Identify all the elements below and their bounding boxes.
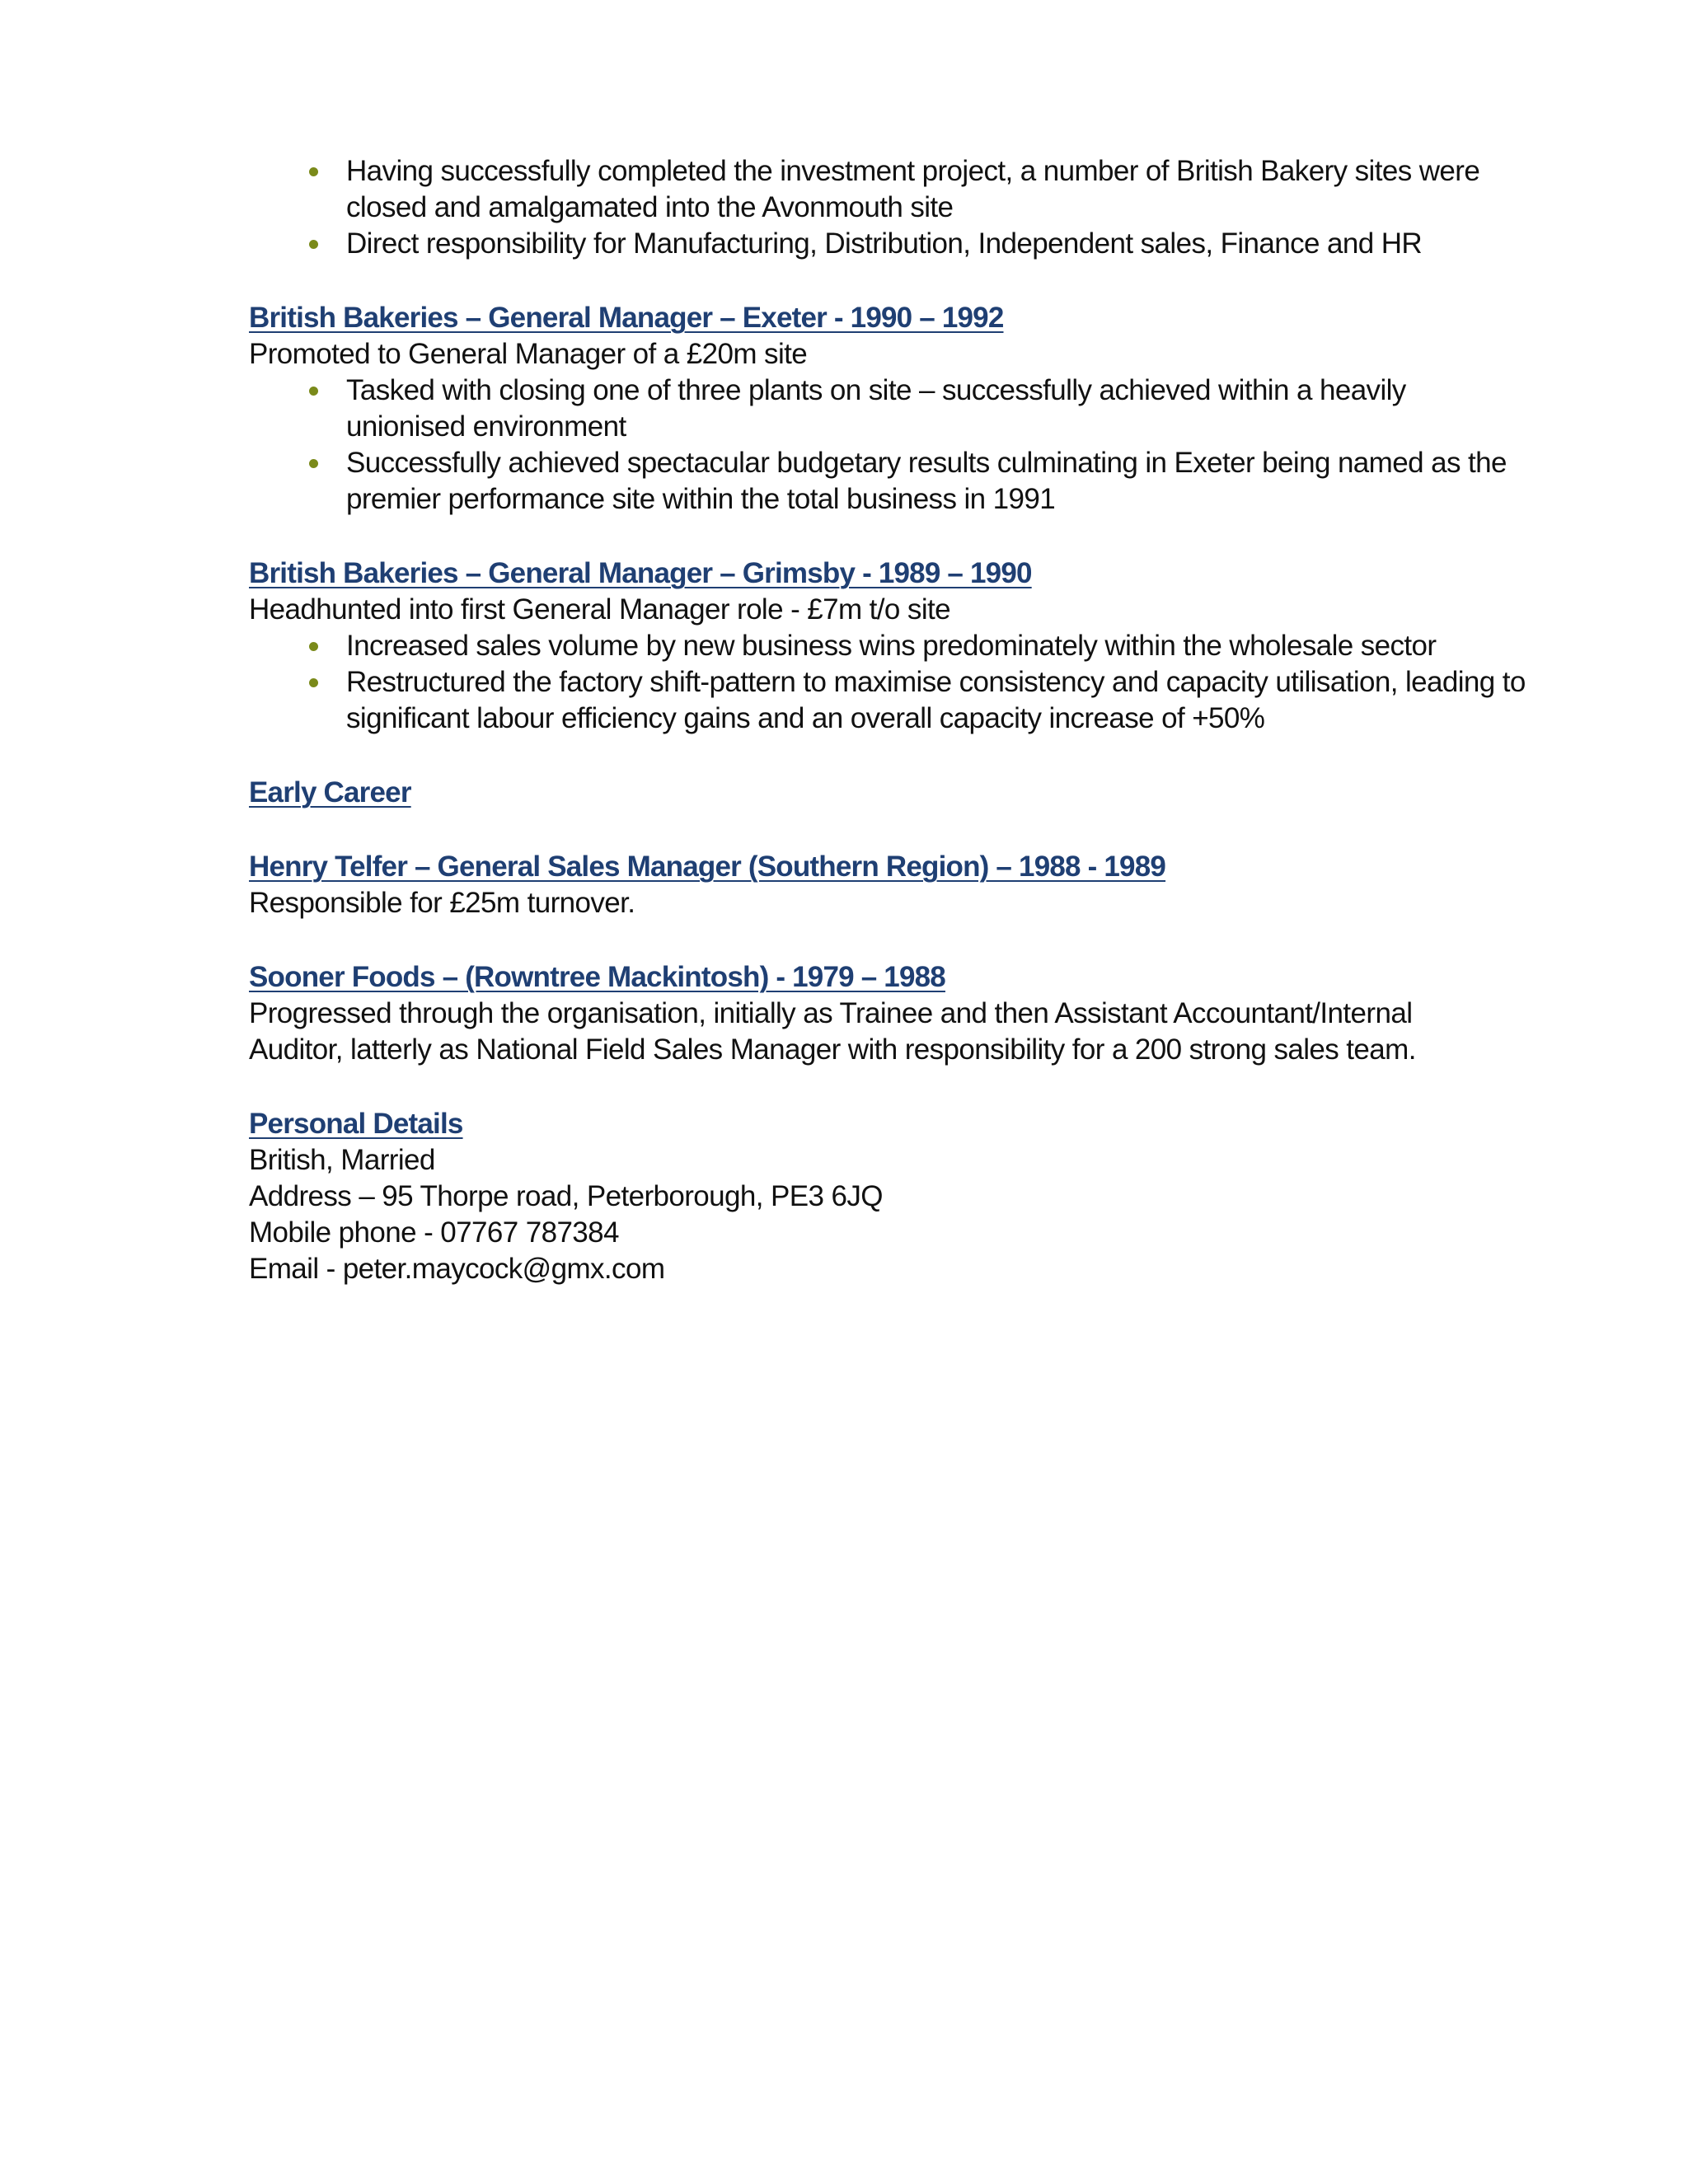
intro-bullet-list bbox=[249, 153, 1485, 262]
bullet-icon bbox=[309, 167, 318, 176]
personal-address: Address – 95 Thorpe road, Peterborough, PE3 6JQ bbox=[249, 1180, 883, 1212]
list-item bbox=[249, 628, 1485, 664]
bullet-text: Direct responsibility for Manufacturing, Distribution, Independent sales, Finance and HR bbox=[346, 227, 1423, 260]
section-heading-grimsby: British Bakeries – General Manager – Grimsby - 1989 – 1990 bbox=[249, 557, 1032, 589]
section-heading-henry-telfer: Henry Telfer – General Sales Manager (Southern Region) – 1988 - 1989 bbox=[249, 851, 1166, 883]
section-heading-early-career: Early Career bbox=[249, 776, 411, 808]
bullet-icon bbox=[309, 387, 318, 396]
exeter-bullet-list bbox=[249, 373, 1507, 518]
bullet-text: Tasked with closing one of three plants on site – successfully achieved within a heavily unionised environment bbox=[346, 374, 1406, 443]
bullet-text: Increased sales volume by new business wins predominately within the wholesale sector bbox=[346, 630, 1437, 662]
henry-telfer-summary: Responsible for £25m turnover. bbox=[249, 887, 635, 919]
bullet-text: Having successfully completed the investment project, a number of British Bakery sites were closed and amalgamated into the Avonmouth site bbox=[346, 155, 1480, 223]
personal-mobile: Mobile phone - 07767 787384 bbox=[249, 1216, 619, 1249]
personal-email: Email - peter.maycock@gmx.com bbox=[249, 1253, 665, 1285]
grimsby-bullet-list bbox=[249, 628, 1526, 737]
grimsby-summary: Headhunted into first General Manager role - £7m t/o site bbox=[249, 593, 950, 626]
exeter-summary: Promoted to General Manager of a £20m site bbox=[249, 338, 808, 370]
section-heading-personal-details: Personal Details bbox=[249, 1108, 463, 1140]
sooner-foods-summary-line-1: Progressed through the organisation, initially as Trainee and then Assistant Accountant/Internal bbox=[249, 997, 1413, 1029]
list-item bbox=[249, 153, 1525, 226]
bullet-text: Restructured the factory shift-pattern to maximise consistency and capacity utilisation, leading to significant labour efficiency gains and an overall capacity increase of +50% bbox=[346, 666, 1526, 734]
cv-page bbox=[249, 153, 1526, 1287]
list-item bbox=[249, 226, 1485, 262]
personal-nationality: British, Married bbox=[249, 1144, 435, 1176]
section-heading-exeter: British Bakeries – General Manager – Exeter - 1990 – 1992 bbox=[249, 302, 1004, 334]
bullet-icon bbox=[309, 240, 318, 249]
bullet-icon bbox=[309, 459, 318, 468]
list-item bbox=[249, 445, 1525, 518]
bullet-text: Successfully achieved spectacular budgetary results culminating in Exeter being named as the premier performance site within the total business in 1991 bbox=[346, 447, 1507, 515]
list-item bbox=[249, 373, 1508, 445]
bullet-icon bbox=[309, 678, 318, 687]
sooner-foods-summary-line-2: Auditor, latterly as National Field Sales Manager with responsibility for a 200 strong sales team. bbox=[249, 1033, 1416, 1066]
list-item bbox=[249, 664, 1541, 737]
bullet-icon bbox=[309, 642, 318, 651]
section-heading-sooner-foods: Sooner Foods – (Rowntree Mackintosh) - 1979 – 1988 bbox=[249, 961, 945, 993]
